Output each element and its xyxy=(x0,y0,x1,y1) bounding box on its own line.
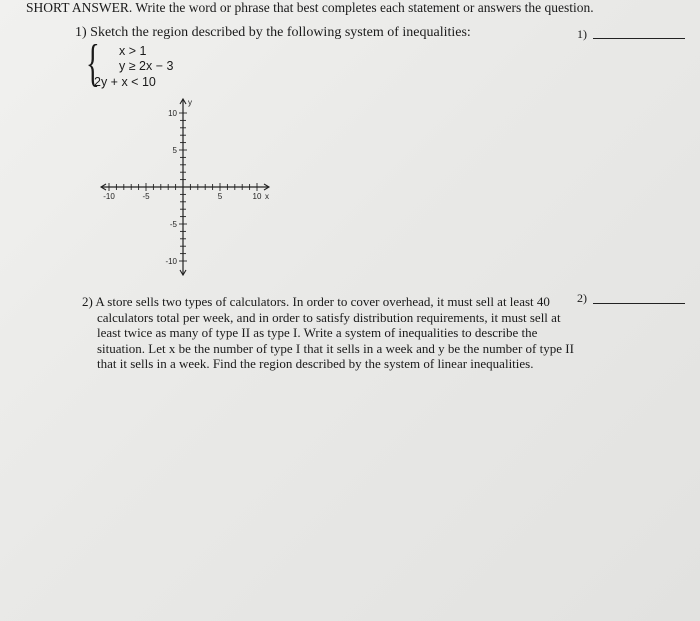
x-tick-label: -10 xyxy=(103,192,115,201)
section-header: SHORT ANSWER. Write the word or phrase that best completes each statement or answers the question. xyxy=(26,0,594,15)
question-1-prompt: 1) Sketch the region described by the following system of inequalities: xyxy=(75,25,471,40)
y-tick-label: 5 xyxy=(172,146,177,155)
system-brace: { xyxy=(86,35,100,92)
x-tick-label: 5 xyxy=(217,192,223,201)
y-tick-label: -5 xyxy=(169,220,177,229)
inequality-3: 2y + x < 10 xyxy=(94,75,156,89)
question-2-line: that it sells in a week. Find the region described by the system of linear inequalities. xyxy=(97,356,534,371)
answer-2-number: 2) xyxy=(577,291,587,305)
question-2-line: 2) A store sells two types of calculators. In order to cover overhead, it must sell at least 40 xyxy=(82,294,550,309)
y-axis-name: y xyxy=(188,98,192,107)
answer-1-number: 1) xyxy=(577,27,587,41)
question-2-text xyxy=(82,294,574,372)
y-tick-label: -10 xyxy=(165,257,177,266)
question-2-line: least twice as many of type II as type I. Write a system of inequalities to describe the xyxy=(97,325,538,340)
answer-2-blank[interactable] xyxy=(593,303,685,304)
inequality-1: x > 1 xyxy=(119,44,147,58)
question-2-line: situation. Let x be the number of type I that it sells in a week and y be the number of type II xyxy=(97,340,574,356)
inequality-2: y ≥ 2x − 3 xyxy=(119,59,174,73)
y-tick-label: 10 xyxy=(168,109,177,118)
x-axis-name: x xyxy=(265,192,269,201)
x-tick-label: 10 xyxy=(252,192,262,201)
question-2-line: calculators total per week, and in order to satisfy distribution requirements, it must sell at xyxy=(97,309,561,325)
x-tick-label: -5 xyxy=(142,192,150,201)
